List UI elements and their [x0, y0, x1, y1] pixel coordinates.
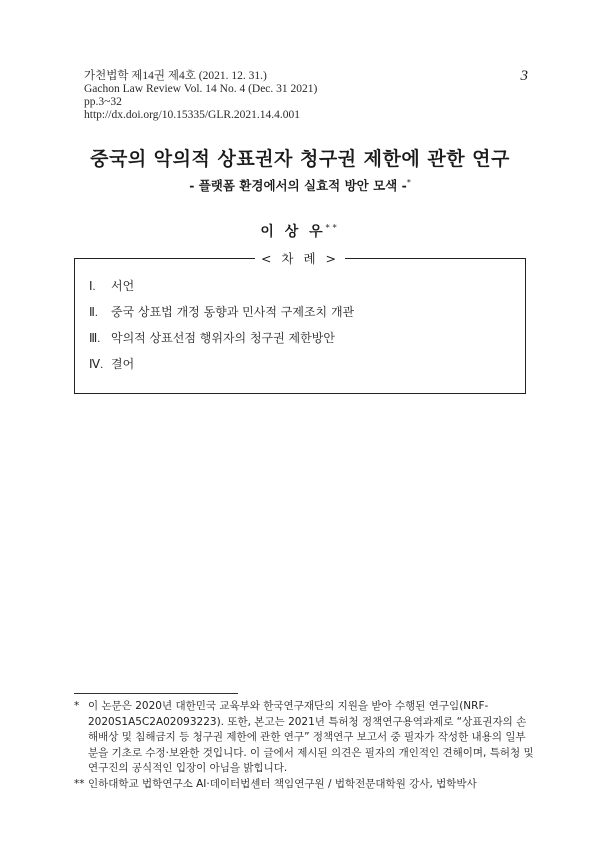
footnote-mark: **: [74, 777, 85, 790]
toc-item: [89, 273, 354, 299]
footnote-text: 인하대학교 법학연구소 AI·데이터법센터 책임연구원 / 법학전문대학원 강사, 법학박사: [88, 777, 477, 790]
toc-list: [89, 273, 354, 377]
toc-item-text: 서언: [111, 279, 135, 293]
journal-english: Gachon Law Review Vol. 14 No. 4 (Dec. 31 2021): [84, 83, 318, 95]
toc-item-number: Ⅰ.: [89, 279, 96, 293]
toc-item: [89, 299, 354, 325]
author: [0, 221, 600, 241]
toc-item-number: Ⅳ.: [89, 357, 104, 371]
toc-item: [89, 351, 354, 377]
author-footnote-mark[interactable]: **: [325, 223, 340, 233]
journal-korean: 가천법학 제14권 제4호 (2021. 12. 31.): [84, 70, 267, 82]
toc-item-text: 결어: [111, 357, 135, 371]
footnotes: [74, 699, 534, 792]
paper-subtitle: [0, 176, 600, 194]
author-name: 이 상 우: [260, 224, 326, 240]
toc-item-number: Ⅲ.: [89, 331, 101, 345]
toc-item-number: Ⅱ.: [89, 305, 98, 319]
paper-title: 중국의 악의적 상표권자 청구권 제한에 관한 연구: [90, 148, 510, 170]
toc-label: < 차 례 >: [255, 249, 345, 267]
toc-item: [89, 325, 354, 351]
subtitle-footnote-mark[interactable]: *: [406, 177, 411, 187]
page-range: pp.3~32: [84, 96, 122, 108]
footnote-text: 이 논문은 2020년 대한민국 교육부와 한국연구재단의 지원을 받아 수행된 연구임(NRF-2020S1A5C2A02093223). 또한, 본고는 2021년 특허청 정책연구용역과제로 “상표권자의 손해배상 및 침해금지 등 청구권 제한에 관한 연구” 정책연구 보고서 중 필자가 작성한 내용의 일부분을 기초로 수정·보완한 것입니다. 이 글에서 제시된 의견은 필자의 개인적인 견해이며, 특허청 및 연구진의 공식적인 입장이 아님을 밝힙니다.: [88, 700, 534, 774]
subtitle-text: - 플랫폼 환경에서의 실효적 방안 모색 -: [189, 178, 407, 193]
footnote: [74, 699, 534, 777]
toc-item-text: 악의적 상표선점 행위자의 청구권 제한방안: [111, 331, 335, 345]
footnote-divider: [74, 693, 238, 694]
doi-link[interactable]: http://dx.doi.org/10.15335/GLR.2021.14.4.001: [84, 109, 301, 121]
journal-header: [84, 70, 317, 122]
page-number: 3: [520, 68, 528, 84]
toc-item-text: 중국 상표법 개정 동향과 민사적 구제조치 개관: [111, 305, 355, 319]
table-of-contents: [74, 251, 526, 394]
footnote: [74, 777, 534, 793]
footnote-mark: *: [74, 700, 80, 712]
